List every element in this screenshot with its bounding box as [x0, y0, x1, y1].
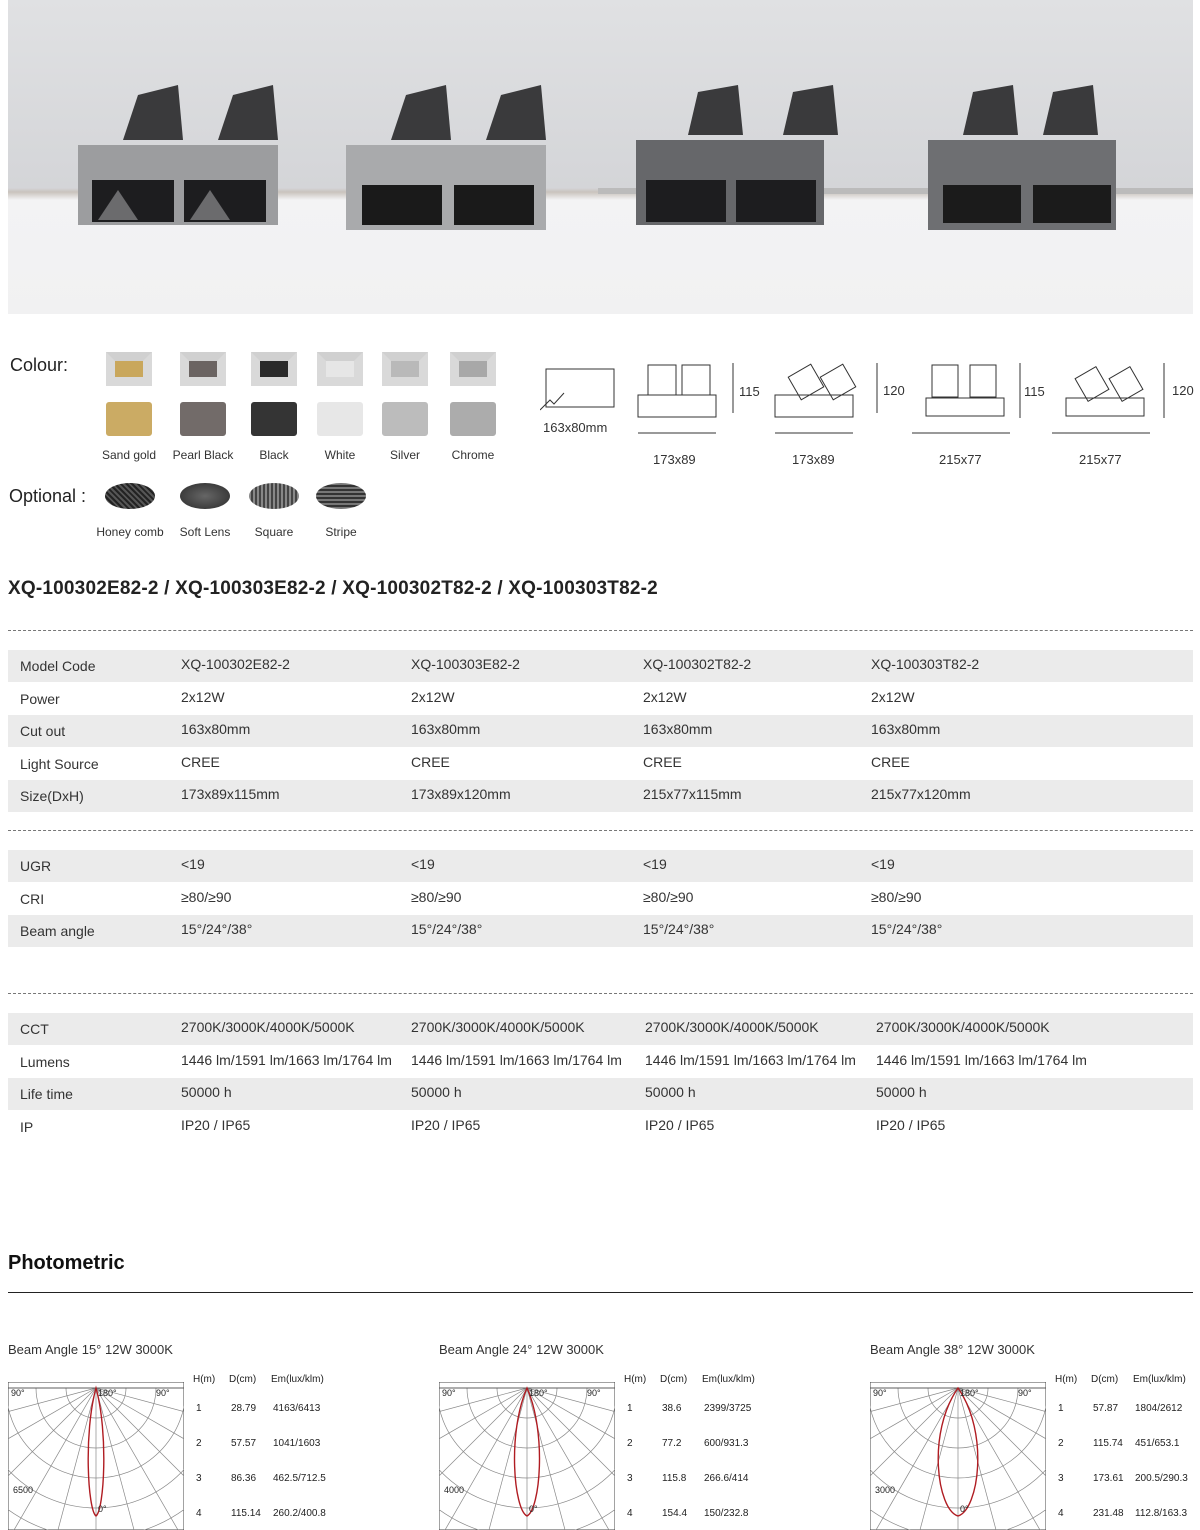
spec-row [8, 650, 1193, 682]
table-cell: 77.2 [662, 1438, 682, 1449]
spec-value: CREE [411, 753, 450, 770]
table-cell: 1804/2612 [1135, 1403, 1183, 1414]
spec-value: IP20 / IP65 [645, 1116, 715, 1133]
table-cell: 38.6 [662, 1403, 682, 1414]
product-image-4 [893, 85, 1193, 230]
table-cell: 200.5/290.3 [1135, 1473, 1188, 1484]
table-cell: 462.5/712.5 [273, 1473, 326, 1484]
spec-value: XQ-100303E82-2 [411, 656, 520, 672]
spec-value: IP20 / IP65 [876, 1116, 946, 1133]
table-cell: 57.57 [231, 1438, 257, 1449]
models-title: XQ-100302E82-2 / XQ-100303E82-2 / XQ-100302T82-2 / XQ-100303T82-2 [8, 578, 658, 599]
spec-value: 2700K/3000K/4000K/5000K [876, 1019, 1050, 1035]
spec-value: 173x89x115mm [181, 786, 280, 803]
table-header: Em(lux/klm) [702, 1374, 755, 1385]
product-image-1 [78, 85, 278, 225]
product-image-3 [598, 85, 898, 225]
spec-value: 15°/24°/38° [181, 921, 253, 938]
table-cell: 4 [1058, 1508, 1064, 1519]
swatch-black-square [251, 352, 297, 386]
table-header: H(m) [1055, 1374, 1078, 1385]
table-cell: 28.79 [231, 1403, 257, 1414]
beam-panel-title: Beam Angle 24° 12W 3000K [439, 1342, 604, 1357]
swatch-caption: Black [259, 448, 289, 462]
spec-value: 173x89x120mm [411, 786, 511, 803]
product-2-width: 173x89 [792, 452, 835, 467]
optional-caption: Honey comb [96, 525, 164, 539]
optional-caption: Stripe [325, 525, 357, 539]
angle-label-bottom: 0° [960, 1504, 969, 1514]
table-cell: 57.87 [1093, 1403, 1119, 1414]
table-cell: 2 [196, 1438, 202, 1449]
table-cell: 3 [196, 1473, 202, 1484]
cutout-dimension: 163x80mm [543, 420, 608, 435]
swatch-sand-gold-square [106, 352, 152, 386]
spec-row [8, 850, 1193, 882]
colour-label: Colour: [10, 355, 69, 375]
swatch-chrome-square [450, 352, 496, 386]
swatch-pearl-black-square [180, 352, 226, 386]
angle-label-top: 180° [98, 1388, 117, 1398]
table-header: Em(lux/klm) [1133, 1374, 1186, 1385]
spec-value: 1446 lm/1591 lm/1663 lm/1764 lm [181, 1051, 392, 1068]
spec-row [8, 1111, 1193, 1143]
swatch-inner [326, 361, 354, 377]
spec-row [8, 780, 1193, 812]
group-divider [8, 630, 1193, 631]
swatch-inner [391, 361, 419, 377]
optional-honey-comb-image [105, 483, 155, 509]
spec-value: 50000 h [645, 1084, 696, 1101]
product-3-height: 115 [1024, 384, 1045, 399]
spec-label: Lumens [20, 1053, 70, 1070]
scale-label: 6500 [13, 1485, 34, 1495]
group-divider [8, 993, 1193, 994]
table-header: H(m) [624, 1374, 647, 1385]
table-cell: 1041/1603 [273, 1438, 321, 1449]
swatch-white-square [317, 352, 363, 386]
table-cell: 1 [1058, 1403, 1064, 1414]
swatch-sand-gold-round [106, 402, 152, 436]
swatch-inner [459, 361, 487, 377]
angle-label-top: 180° [529, 1388, 548, 1398]
spec-value: 1446 lm/1591 lm/1663 lm/1764 lm [645, 1051, 856, 1068]
spec-value: CREE [181, 753, 220, 770]
spec-row [8, 915, 1193, 947]
angle-label-top: 180° [960, 1388, 979, 1398]
optional-stripe-image [316, 483, 366, 509]
table-cell: 86.36 [231, 1473, 257, 1484]
table-cell: 115.74 [1093, 1438, 1123, 1449]
spec-value: ≥80/≥90 [181, 888, 232, 905]
optional-soft-lens-image [180, 483, 230, 509]
spec-label: Life time [20, 1086, 73, 1103]
swatch-chrome-round [450, 402, 496, 436]
table-cell: 154.4 [662, 1508, 688, 1519]
spec-row [8, 748, 1193, 780]
table-cell: 4 [627, 1508, 633, 1519]
product-3-width: 215x77 [939, 452, 982, 467]
swatch-pearl-black-round [180, 402, 226, 436]
spec-value: ≥80/≥90 [643, 888, 694, 905]
swatch-inner [260, 361, 288, 377]
table-cell: 4163/6413 [273, 1403, 321, 1414]
photometric-title: Photometric [8, 1252, 125, 1274]
spec-label: IP [20, 1118, 34, 1135]
swatch-inner [189, 361, 217, 377]
spec-value: 163x80mm [871, 721, 941, 738]
table-cell: 150/232.8 [704, 1508, 749, 1519]
spec-value: IP20 / IP65 [411, 1116, 481, 1133]
spec-value: 50000 h [411, 1084, 462, 1101]
angle-label-left: 90° [11, 1388, 25, 1398]
table-cell: 451/653.1 [1135, 1438, 1180, 1449]
spec-value: XQ-100302T82-2 [643, 656, 752, 672]
spec-label: Beam angle [20, 923, 95, 940]
spec-value: 2x12W [411, 688, 455, 705]
swatch-caption: Pearl Black [172, 448, 234, 462]
table-cell: 173.61 [1093, 1473, 1124, 1484]
spec-label: UGR [20, 858, 52, 874]
table-cell: 3 [1058, 1473, 1064, 1484]
spec-value: 2700K/3000K/4000K/5000K [181, 1019, 355, 1035]
beam-panel-title: Beam Angle 15° 12W 3000K [8, 1342, 173, 1357]
spec-value: 50000 h [181, 1084, 232, 1101]
product-1-width: 173x89 [653, 452, 696, 467]
table-cell: 1 [196, 1403, 202, 1414]
spec-value: ≥80/≥90 [411, 888, 462, 905]
spec-value: <19 [181, 856, 205, 872]
spec-value: 1446 lm/1591 lm/1663 lm/1764 lm [411, 1051, 622, 1068]
spec-row [8, 1078, 1193, 1110]
spec-value: 50000 h [876, 1084, 927, 1101]
spec-value: <19 [643, 856, 667, 872]
table-cell: 266.6/414 [704, 1473, 749, 1484]
angle-label-bottom: 0° [98, 1504, 107, 1514]
spec-label: Model Code [20, 658, 96, 674]
optional-square-image [249, 483, 299, 509]
spec-value: ≥80/≥90 [871, 888, 922, 905]
product-image-2 [346, 85, 546, 230]
product-hero-image [8, 0, 1193, 314]
table-header: D(cm) [660, 1374, 688, 1385]
spec-value: IP20 / IP65 [181, 1116, 251, 1133]
product-1-height: 115 [739, 384, 760, 399]
spec-value: 15°/24°/38° [411, 921, 483, 938]
optional-label: Optional : [9, 486, 87, 506]
spec-label: CRI [20, 890, 45, 907]
table-cell: 260.2/400.8 [273, 1508, 326, 1519]
optional-caption: Soft Lens [179, 525, 231, 539]
product-4-width: 215x77 [1079, 452, 1122, 467]
swatch-inner [115, 361, 143, 377]
spec-value: <19 [871, 856, 895, 872]
table-cell: 2399/3725 [704, 1403, 752, 1414]
angle-label-right: 90° [1018, 1388, 1032, 1398]
spec-value: 163x80mm [643, 721, 713, 738]
table-header: D(cm) [229, 1374, 257, 1385]
table-cell: 231.48 [1093, 1508, 1124, 1519]
spec-label: Cut out [20, 723, 66, 740]
beam-panel-title: Beam Angle 38° 12W 3000K [870, 1342, 1035, 1357]
swatch-caption: Chrome [451, 448, 495, 462]
swatch-caption: White [324, 448, 356, 462]
spec-value: <19 [411, 856, 435, 872]
table-cell: 112.8/163.3 [1135, 1508, 1188, 1519]
spec-value: 2x12W [181, 688, 225, 705]
table-cell: 2 [627, 1438, 633, 1449]
spec-row [8, 1046, 1193, 1078]
swatch-caption: Sand gold [101, 448, 157, 462]
optional-caption: Square [254, 525, 294, 539]
table-cell: 115.8 [662, 1473, 687, 1484]
table-header: Em(lux/klm) [271, 1374, 324, 1385]
table-cell: 2 [1058, 1438, 1064, 1449]
scale-label: 4000 [444, 1485, 465, 1495]
polar-diagram [439, 1382, 615, 1530]
spec-value: CREE [871, 753, 910, 770]
dimension-drawing-svg [540, 355, 1200, 445]
spec-value: CREE [643, 753, 682, 770]
spec-row [8, 715, 1193, 747]
group-divider [8, 830, 1193, 831]
table-header: D(cm) [1091, 1374, 1119, 1385]
spec-value: XQ-100302E82-2 [181, 656, 290, 672]
spec-row [8, 883, 1193, 915]
spec-value: 1446 lm/1591 lm/1663 lm/1764 lm [876, 1051, 1087, 1068]
spec-value: 215x77x120mm [871, 786, 971, 803]
spec-value: 163x80mm [411, 721, 481, 738]
angle-label-left: 90° [873, 1388, 887, 1398]
product-2-height: 120 [883, 383, 905, 398]
spec-value: XQ-100303T82-2 [871, 656, 980, 672]
swatch-black-round [251, 402, 297, 436]
spec-row [8, 1013, 1193, 1045]
spec-value: 2x12W [871, 688, 915, 705]
spec-value: 15°/24°/38° [871, 921, 943, 938]
table-cell: 600/931.3 [704, 1438, 749, 1449]
swatch-silver-square [382, 352, 428, 386]
table-cell: 4 [196, 1508, 202, 1519]
spec-value: 15°/24°/38° [643, 921, 715, 938]
angle-label-left: 90° [442, 1388, 456, 1398]
spec-label: Power [20, 690, 60, 707]
table-header: H(m) [193, 1374, 216, 1385]
table-cell: 1 [627, 1403, 633, 1414]
spec-label: Light Source [20, 755, 99, 772]
table-cell: 3 [627, 1473, 633, 1484]
polar-diagram [870, 1382, 1046, 1530]
swatch-caption: Silver [389, 448, 420, 462]
spec-value: 2700K/3000K/4000K/5000K [645, 1019, 819, 1035]
swatch-white-round [317, 402, 363, 436]
angle-label-right: 90° [156, 1388, 170, 1398]
swatch-silver-round [382, 402, 428, 436]
spec-row [8, 683, 1193, 715]
photometric-divider [8, 1292, 1193, 1293]
spec-value: 215x77x115mm [643, 786, 742, 803]
table-cell: 115.14 [231, 1508, 261, 1519]
scale-label: 3000 [875, 1485, 896, 1495]
product-4-height: 120 [1172, 383, 1194, 398]
polar-diagram [8, 1382, 184, 1530]
spec-value: 2x12W [643, 688, 687, 705]
spec-value: 163x80mm [181, 721, 251, 738]
angle-label-right: 90° [587, 1388, 601, 1398]
spec-label: CCT [20, 1021, 49, 1037]
spec-value: 2700K/3000K/4000K/5000K [411, 1019, 585, 1035]
angle-label-bottom: 0° [529, 1504, 538, 1514]
spec-label: Size(DxH) [20, 788, 84, 805]
